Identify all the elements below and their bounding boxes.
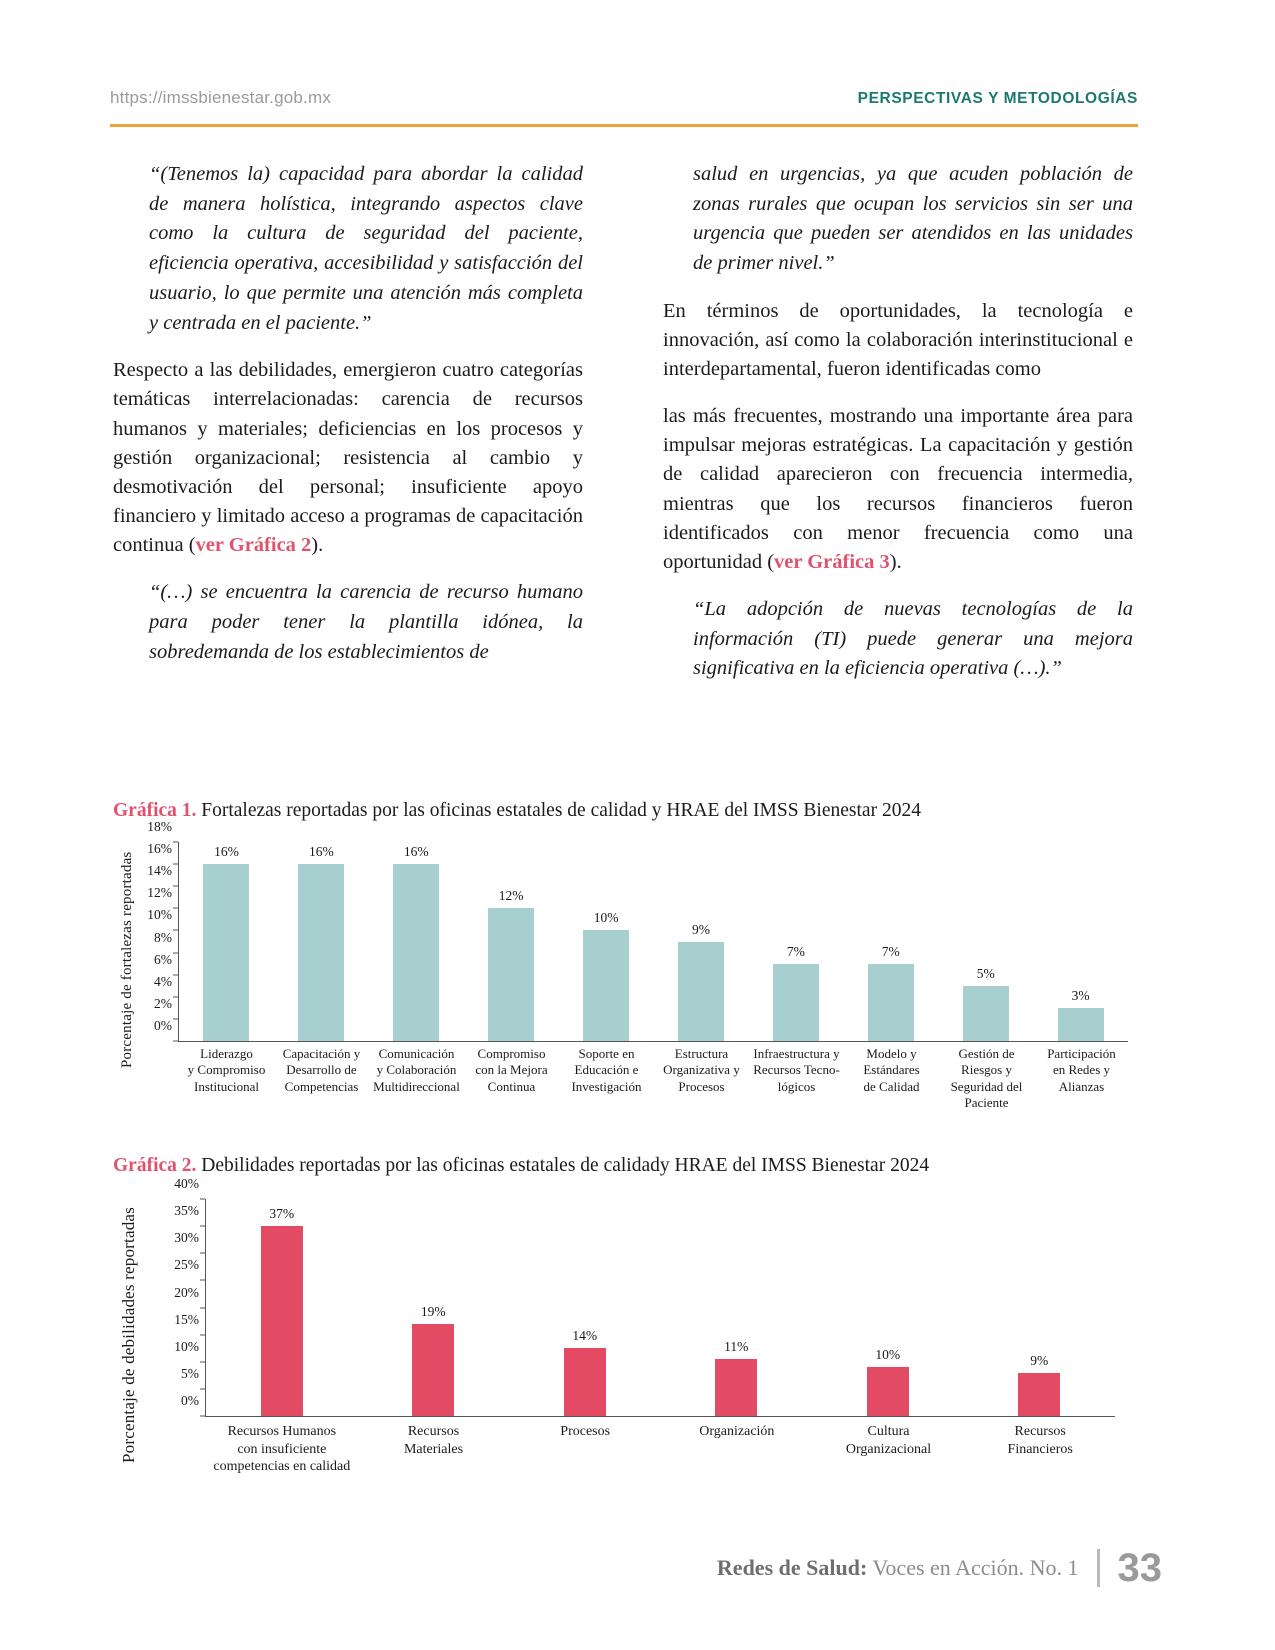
y-tick-label: 18% <box>147 819 172 834</box>
x-tick-label: Recursos Materiales <box>403 1424 464 1457</box>
page-number: 33 <box>1117 1546 1162 1590</box>
bar-group <box>358 1199 510 1416</box>
x-tick-label: Procesos <box>560 1424 611 1439</box>
bar-group <box>369 842 464 1041</box>
x-tick-label: Recursos Financieros <box>1007 1424 1073 1457</box>
bar-group <box>274 842 369 1041</box>
y-tick-label: 35% <box>174 1203 199 1219</box>
y-tick-mark <box>173 930 178 931</box>
bar <box>1018 1373 1060 1416</box>
figure-2-x-axis <box>205 1416 1115 1417</box>
bar <box>1058 1008 1104 1041</box>
left-paragraph-1-text-after: ). <box>311 533 324 556</box>
bar <box>564 1348 606 1416</box>
figure-1-label: Gráfica 1. <box>113 800 197 821</box>
footer-title-rest: Voces en Acción. No. 1 <box>867 1555 1079 1580</box>
footer-title-bold: Redes de Salud: <box>716 1555 868 1580</box>
bar <box>203 864 249 1041</box>
figure-2 <box>113 1155 1138 1485</box>
y-tick-label: 20% <box>174 1284 199 1300</box>
figure-3-reference[interactable]: ver Gráfica 3 <box>774 550 890 573</box>
figure-1-chart <box>113 819 1138 1110</box>
y-tick-mark <box>200 1334 205 1335</box>
page-header <box>110 88 1138 108</box>
y-tick-label: 6% <box>154 951 172 967</box>
y-tick-label: 4% <box>154 973 172 989</box>
x-tick-label: Soporte en Educación e Investigación <box>571 1046 642 1094</box>
figure-2-x-tick-labels <box>206 1423 1116 1476</box>
y-tick-label: 5% <box>181 1365 199 1381</box>
bar-value-label: 14% <box>572 1328 598 1344</box>
bar-value-label: 7% <box>786 943 805 959</box>
page-footer <box>717 1548 1162 1588</box>
figure-2-caption <box>113 1155 1138 1177</box>
bar <box>963 986 1009 1041</box>
y-tick-label: 10% <box>174 1338 199 1354</box>
x-tick-label: Estructura Organizativa y Procesos <box>663 1046 740 1094</box>
footer-title <box>717 1555 1079 1581</box>
left-paragraph-1-text-before: Respecto a las debilidades, emergieron cuatro categorías temáticas interrelacionadas: carencia de recursos humanos y materiales; deficiencias en los procesos y gestión organizacional; resistencia al cambio y desmotivación del personal; insuficiente apoyo financiero y limitado acceso a programas de capacitación continua ( <box>113 359 583 556</box>
x-tick-label: Liderazgo y Compromiso Institucional <box>187 1046 266 1094</box>
y-tick-mark <box>173 996 178 997</box>
x-tick-label: Gestión de Riesgos y Seguridad del Paciente <box>950 1046 1023 1110</box>
bar <box>678 942 724 1042</box>
y-tick-mark <box>173 864 178 865</box>
right-paragraph-2-text-before: las más frecuentes, mostrando una importante área para impulsar mejoras estratégicas. La capacitación y gestión de calidad aparecieron con frecuencia intermedia, mientras que los recursos financieros fueron identificados con menor frecuencia como una oportunidad ( <box>663 405 1133 573</box>
y-tick-label: 14% <box>147 863 172 879</box>
y-tick-mark <box>200 1307 205 1308</box>
y-tick-label: 40% <box>174 1176 199 1191</box>
bar <box>583 930 629 1041</box>
right-quote-continuation: salud en urgencias, ya que acuden población de zonas rurales que ocupan los servicios sin ser una urgencia que pueden ser atendidos en las unidades de primer nivel.” <box>693 163 1133 275</box>
bar-value-label: 11% <box>724 1339 749 1355</box>
x-tick-label: Modelo y Estándares de Calidad <box>863 1046 920 1094</box>
bar-group <box>654 842 749 1041</box>
bar-group <box>661 1199 813 1416</box>
bar-value-label: 37% <box>269 1206 295 1222</box>
x-tick-label: Compromiso con la Mejora Continua <box>475 1046 548 1094</box>
y-tick-mark <box>200 1416 205 1417</box>
bar-group <box>1033 842 1128 1041</box>
y-tick-mark <box>173 908 178 909</box>
bar <box>298 864 344 1041</box>
bar-value-label: 16% <box>403 844 429 860</box>
y-tick-mark <box>173 952 178 953</box>
figure-1-y-axis-label: Porcentaje de fortalezas reportadas <box>119 851 135 1069</box>
bar-value-label: 16% <box>214 844 239 860</box>
bar-series <box>179 842 1128 1041</box>
y-tick-mark <box>173 974 178 975</box>
figure-2-y-axis-label: Porcentaje de debilidades reportadas <box>119 1207 138 1463</box>
y-tick-mark <box>173 886 178 887</box>
y-tick-label: 0% <box>154 1018 172 1033</box>
figure-1-plot-area <box>147 819 1128 1042</box>
figure-2-plot-area <box>174 1176 1115 1417</box>
y-tick-label: 12% <box>147 885 172 901</box>
right-quote-2: “La adopción de nuevas tecnologías de la información (TI) puede generar una mejora significativa en la eficiencia operativa (…).” <box>693 597 1133 680</box>
x-tick-label: Organización <box>699 1424 775 1439</box>
header-divider <box>110 124 1138 127</box>
bar <box>393 864 439 1041</box>
bar-value-label: 9% <box>1030 1352 1049 1368</box>
figure-1-x-tick-labels <box>179 1046 1129 1111</box>
bar-value-label: 5% <box>976 965 995 981</box>
y-tick-label: 15% <box>174 1311 199 1327</box>
bar-group <box>964 1199 1116 1416</box>
bar-group <box>748 842 843 1041</box>
y-tick-mark <box>173 842 178 843</box>
x-tick-label: Cultura Organizacional <box>845 1424 932 1457</box>
bar-value-label: 10% <box>875 1347 901 1363</box>
bar-value-label: 7% <box>881 943 900 959</box>
left-paragraph-1 <box>113 356 583 560</box>
y-tick-mark <box>200 1388 205 1389</box>
bar-value-label: 10% <box>593 910 619 926</box>
bar-value-label: 19% <box>420 1303 446 1319</box>
y-tick-label: 16% <box>147 841 172 857</box>
bar <box>867 1367 909 1416</box>
right-paragraph-1: En términos de oportunidades, la tecnología e innovación, así como la colaboración interinstitucional e interdepartamental, fueron identificadas como <box>663 299 1133 381</box>
bar <box>773 964 819 1041</box>
bar-group <box>938 842 1033 1041</box>
figure-1-caption-text: Fortalezas reportadas por las oficinas estatales de calidad y HRAE del IMSS Bienestar 2024 <box>196 800 921 821</box>
right-column <box>663 160 1133 702</box>
bar-value-label: 12% <box>498 888 524 904</box>
left-column <box>113 160 583 685</box>
y-tick-mark <box>200 1199 205 1200</box>
figure-2-caption-text: Debilidades reportadas por las oficinas estatales de calidady HRAE del IMSS Bienestar 2024 <box>196 1155 930 1176</box>
bar <box>261 1226 303 1416</box>
bar-group <box>843 842 938 1041</box>
header-url: https://imssbienestar.gob.mx <box>110 88 332 107</box>
right-paragraph-2 <box>663 402 1133 577</box>
bar-group <box>179 842 274 1041</box>
y-tick-label: 30% <box>174 1230 199 1246</box>
y-tick-mark <box>200 1280 205 1281</box>
y-tick-mark <box>200 1253 205 1254</box>
bar-value-label: 3% <box>1071 987 1090 1003</box>
bar <box>412 1324 454 1416</box>
y-tick-label: 8% <box>154 929 172 945</box>
y-tick-mark <box>200 1361 205 1362</box>
x-tick-label: Recursos Humanos con insuficiente competencias en calidad <box>213 1424 351 1474</box>
bar-value-label: 9% <box>691 921 710 937</box>
x-tick-label: Comunicación y Colaboración Multidireccional <box>373 1046 460 1094</box>
bar-value-label: 16% <box>308 844 334 860</box>
bar-series <box>206 1199 1115 1416</box>
bar-group <box>206 1199 358 1416</box>
bar-group <box>559 842 654 1041</box>
footer-divider <box>1097 1549 1100 1587</box>
figure-2-reference[interactable]: ver Gráfica 2 <box>195 533 312 556</box>
bar <box>868 964 914 1041</box>
bar-group <box>509 1199 661 1416</box>
bar-group <box>812 1199 964 1416</box>
bar-group <box>464 842 559 1041</box>
bar <box>715 1359 757 1416</box>
y-tick-label: 2% <box>154 995 172 1011</box>
figure-1-x-axis <box>178 1041 1128 1042</box>
y-tick-label: 25% <box>174 1257 199 1273</box>
x-tick-label: Capacitación y Desarrollo de Competencias <box>282 1046 361 1094</box>
y-tick-mark <box>173 1041 178 1042</box>
left-quote-2: “(…) se encuentra la carencia de recurso humano para poder tener la plantilla idónea, la sobredemanda de los establecimientos de <box>149 581 583 663</box>
y-tick-mark <box>200 1226 205 1227</box>
right-paragraph-2-text-after: ). <box>889 550 902 573</box>
header-section-title: PERSPECTIVAS Y METODOLOGÍAS <box>857 90 1138 107</box>
figure-2-chart <box>113 1176 1138 1485</box>
y-tick-label: 10% <box>147 907 172 923</box>
left-quote-1: “(Tenemos la) capacidad para abordar la calidad de manera holística, integrando aspectos clave como la cultura de seguridad del paciente, eficiencia operativa, accesibilidad y satisfacción del usuario, lo que permite una atención más completa y centrada en el paciente.” <box>149 163 583 334</box>
figure-1-caption <box>113 800 1138 822</box>
x-tick-label: Infraestructura y Recursos Tecno- lógicos <box>753 1046 840 1094</box>
y-tick-label: 0% <box>181 1393 199 1408</box>
figure-2-label: Gráfica 2. <box>113 1155 197 1176</box>
x-tick-label: Participación en Redes y Alianzas <box>1047 1046 1116 1094</box>
bar <box>488 908 534 1041</box>
figure-1 <box>113 800 1138 1110</box>
y-tick-mark <box>173 1018 178 1019</box>
